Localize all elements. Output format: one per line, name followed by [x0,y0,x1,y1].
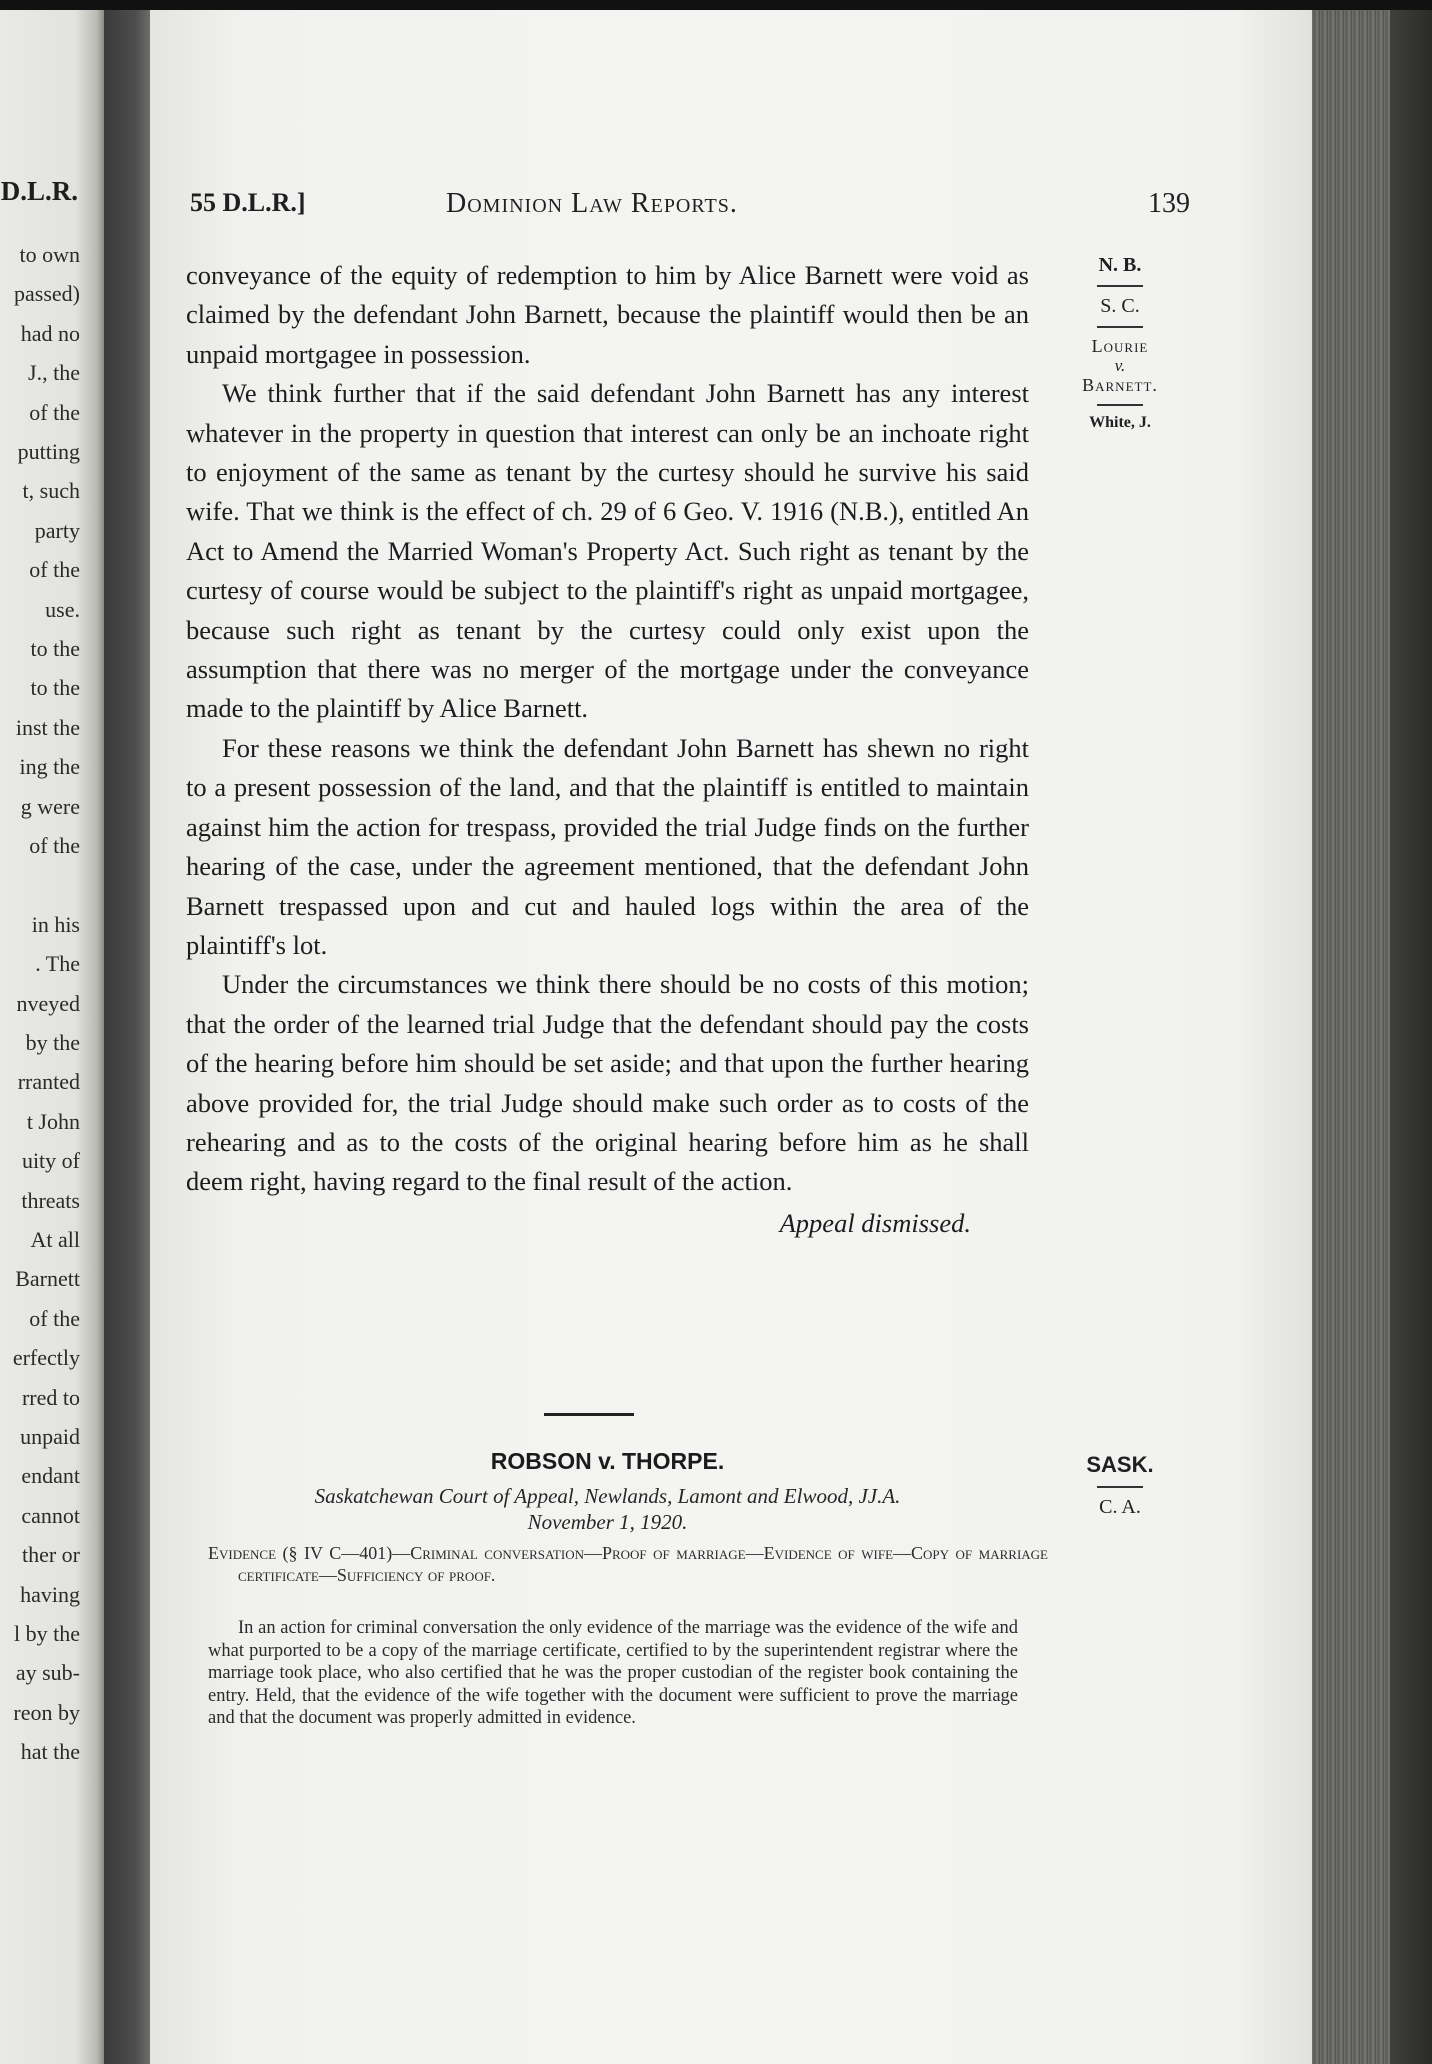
facing-page-line: threats [21,1187,80,1213]
facing-page-line: endant [21,1463,80,1489]
facing-page-line: Barnett [15,1266,80,1292]
paragraph: conveyance of the equity of redemption to him by Alice Barnett were void as claimed by the defendant John Barnett, because the plaintiff would then be an unpaid mortgagee in possession. [186,260,1029,369]
facing-page-line: g were [20,793,80,819]
margin-rule [1097,326,1143,328]
facing-page-line: of the [29,833,80,858]
margin-judge: White, J. [1089,414,1151,431]
facing-page-line: passed) [14,281,80,307]
facing-page-line: party [34,517,80,543]
facing-page-line: had no [20,320,80,346]
facing-page-line: ing the [19,754,80,780]
headnote: In an action for criminal conversation the only evidence of the marriage was the evidence of the wife and what purported to be a copy of the marriage certificate, certified to by the superintendent registrar where the marriage took place, who also certified that he was the proper custodian of the register book containing the entry. Held, that the evidence of the wife together with the document were sufficient to prove the marriage and that the document was properly admitted in evidence. [208,1618,1018,1728]
facing-page-line: putting [17,439,80,464]
decision-date: November 1, 1920. [527,1510,688,1534]
facing-page-strip [0,10,108,2064]
disposition: Appeal dismissed. [779,1207,971,1238]
facing-page-line: ther or [21,1542,80,1568]
facing-page-line: nveyed [16,990,80,1016]
facing-page-line: J., the [28,360,80,386]
running-head-volume: 55 D.L.R.] [190,188,306,217]
facing-page-line: At all [30,1227,80,1252]
facing-page-line: erfectly [12,1345,80,1371]
margin-rule [1097,404,1143,406]
court-line [186,1483,1029,1535]
facing-page-line: t, such [22,478,80,504]
facing-page-line: uity of [21,1148,80,1174]
facing-page-line: unpaid [20,1424,80,1449]
margin-court: S. C. [1100,295,1140,317]
margin-case-reference [1060,254,1180,432]
facing-page-line: use. [45,596,80,622]
facing-page-line: rred to [21,1384,80,1410]
facing-page-header: D.L.R. [0,176,78,206]
facing-page-line: ay sub- [15,1660,80,1686]
facing-page-line: by the [25,1030,80,1055]
margin-court-reference [1060,1452,1180,1519]
court-and-judges: Saskatchewan Court of Appeal, Newlands, Lamont and Elwood, JJ.A. [314,1484,901,1508]
margin-court: C. A. [1099,1496,1141,1518]
facing-page-line: rranted [17,1069,80,1095]
facing-page-line: of the [29,557,80,583]
facing-page-line: inst the [15,714,80,740]
facing-page-line: to own [19,242,80,267]
judgment-text [186,256,1029,1243]
margin-rule [1097,1486,1143,1488]
page-number: 139 [1148,188,1190,219]
margin-versus: v. [1114,356,1126,375]
margin-jurisdiction: SASK. [1086,1452,1154,1477]
margin-party-1: Lourie [1091,336,1149,356]
facing-page-line: l by the [14,1621,80,1646]
paragraph: For these reasons we think the defendant John Barnett has shewn no right to a present possession of the land, and that the plaintiff is entitled to maintain against him the action for trespass, provided the trial Judge finds on the further hearing of the case, under the agreement mentioned, that the defendant John Barnett trespassed upon and cut and hauled logs within the area of the plaintiff's lot. [186,732,1029,960]
book-cover-edge [1390,10,1432,2064]
paragraph: Under the circumstances we think there should be no costs of this motion; that the order of the learned trial Judge that the defendant should pay the costs of the hearing before him should be set aside; and that upon the further hearing above provided for, the trial Judge should make such order as to costs of the rehearing and as to the costs of the original hearing before him as he shall deem right, having regard to the final result of the action. [186,969,1029,1197]
margin-jurisdiction: N. B. [1098,254,1142,276]
facing-page-line: hat the [20,1739,80,1765]
facing-page-line: reon by [13,1699,80,1725]
catchwords: Evidence (§ IV C—401)—Criminal conversation—Proof of marriage—Evidence of wife—Copy of marriage certificate—Sufficiency of proof. [208,1543,1048,1585]
facing-page-line: to the [30,675,80,701]
facing-page-line: of the [29,399,80,425]
case-separator [544,1413,634,1416]
running-head-title: Dominion Law Reports. [446,188,738,219]
facing-page-line: in his [31,911,80,937]
facing-page-line: cannot [21,1502,80,1528]
facing-page-line: t John [26,1108,80,1134]
facing-page-line: of the [29,1305,80,1331]
facing-page-line: to the [30,636,80,661]
case-title: ROBSON v. THORPE. [490,1448,725,1474]
paragraph: We think further that if the said defendant John Barnett has any interest whatever in the property in question that interest can only be an inchoate right to enjoyment of the same as tenant by the curtesy should he survive his said wife. That we think is the effect of ch. 29 of 6 Geo. V. 1916 (N.B.), entitled An Act to Amend the Married Woman's Property Act. Such right as tenant by the curtesy of course would be subject to the plaintiff's right as unpaid mortgagee, because such right as tenant by the curtesy could only exist upon the assumption that there was no merger of the mortgage under the conveyance made to the plaintiff by Alice Barnett. [186,378,1029,724]
margin-rule [1097,285,1143,287]
facing-page-line: having [20,1581,80,1607]
facing-page-line: . The [35,951,80,977]
margin-party-2: Barnett. [1082,375,1158,395]
